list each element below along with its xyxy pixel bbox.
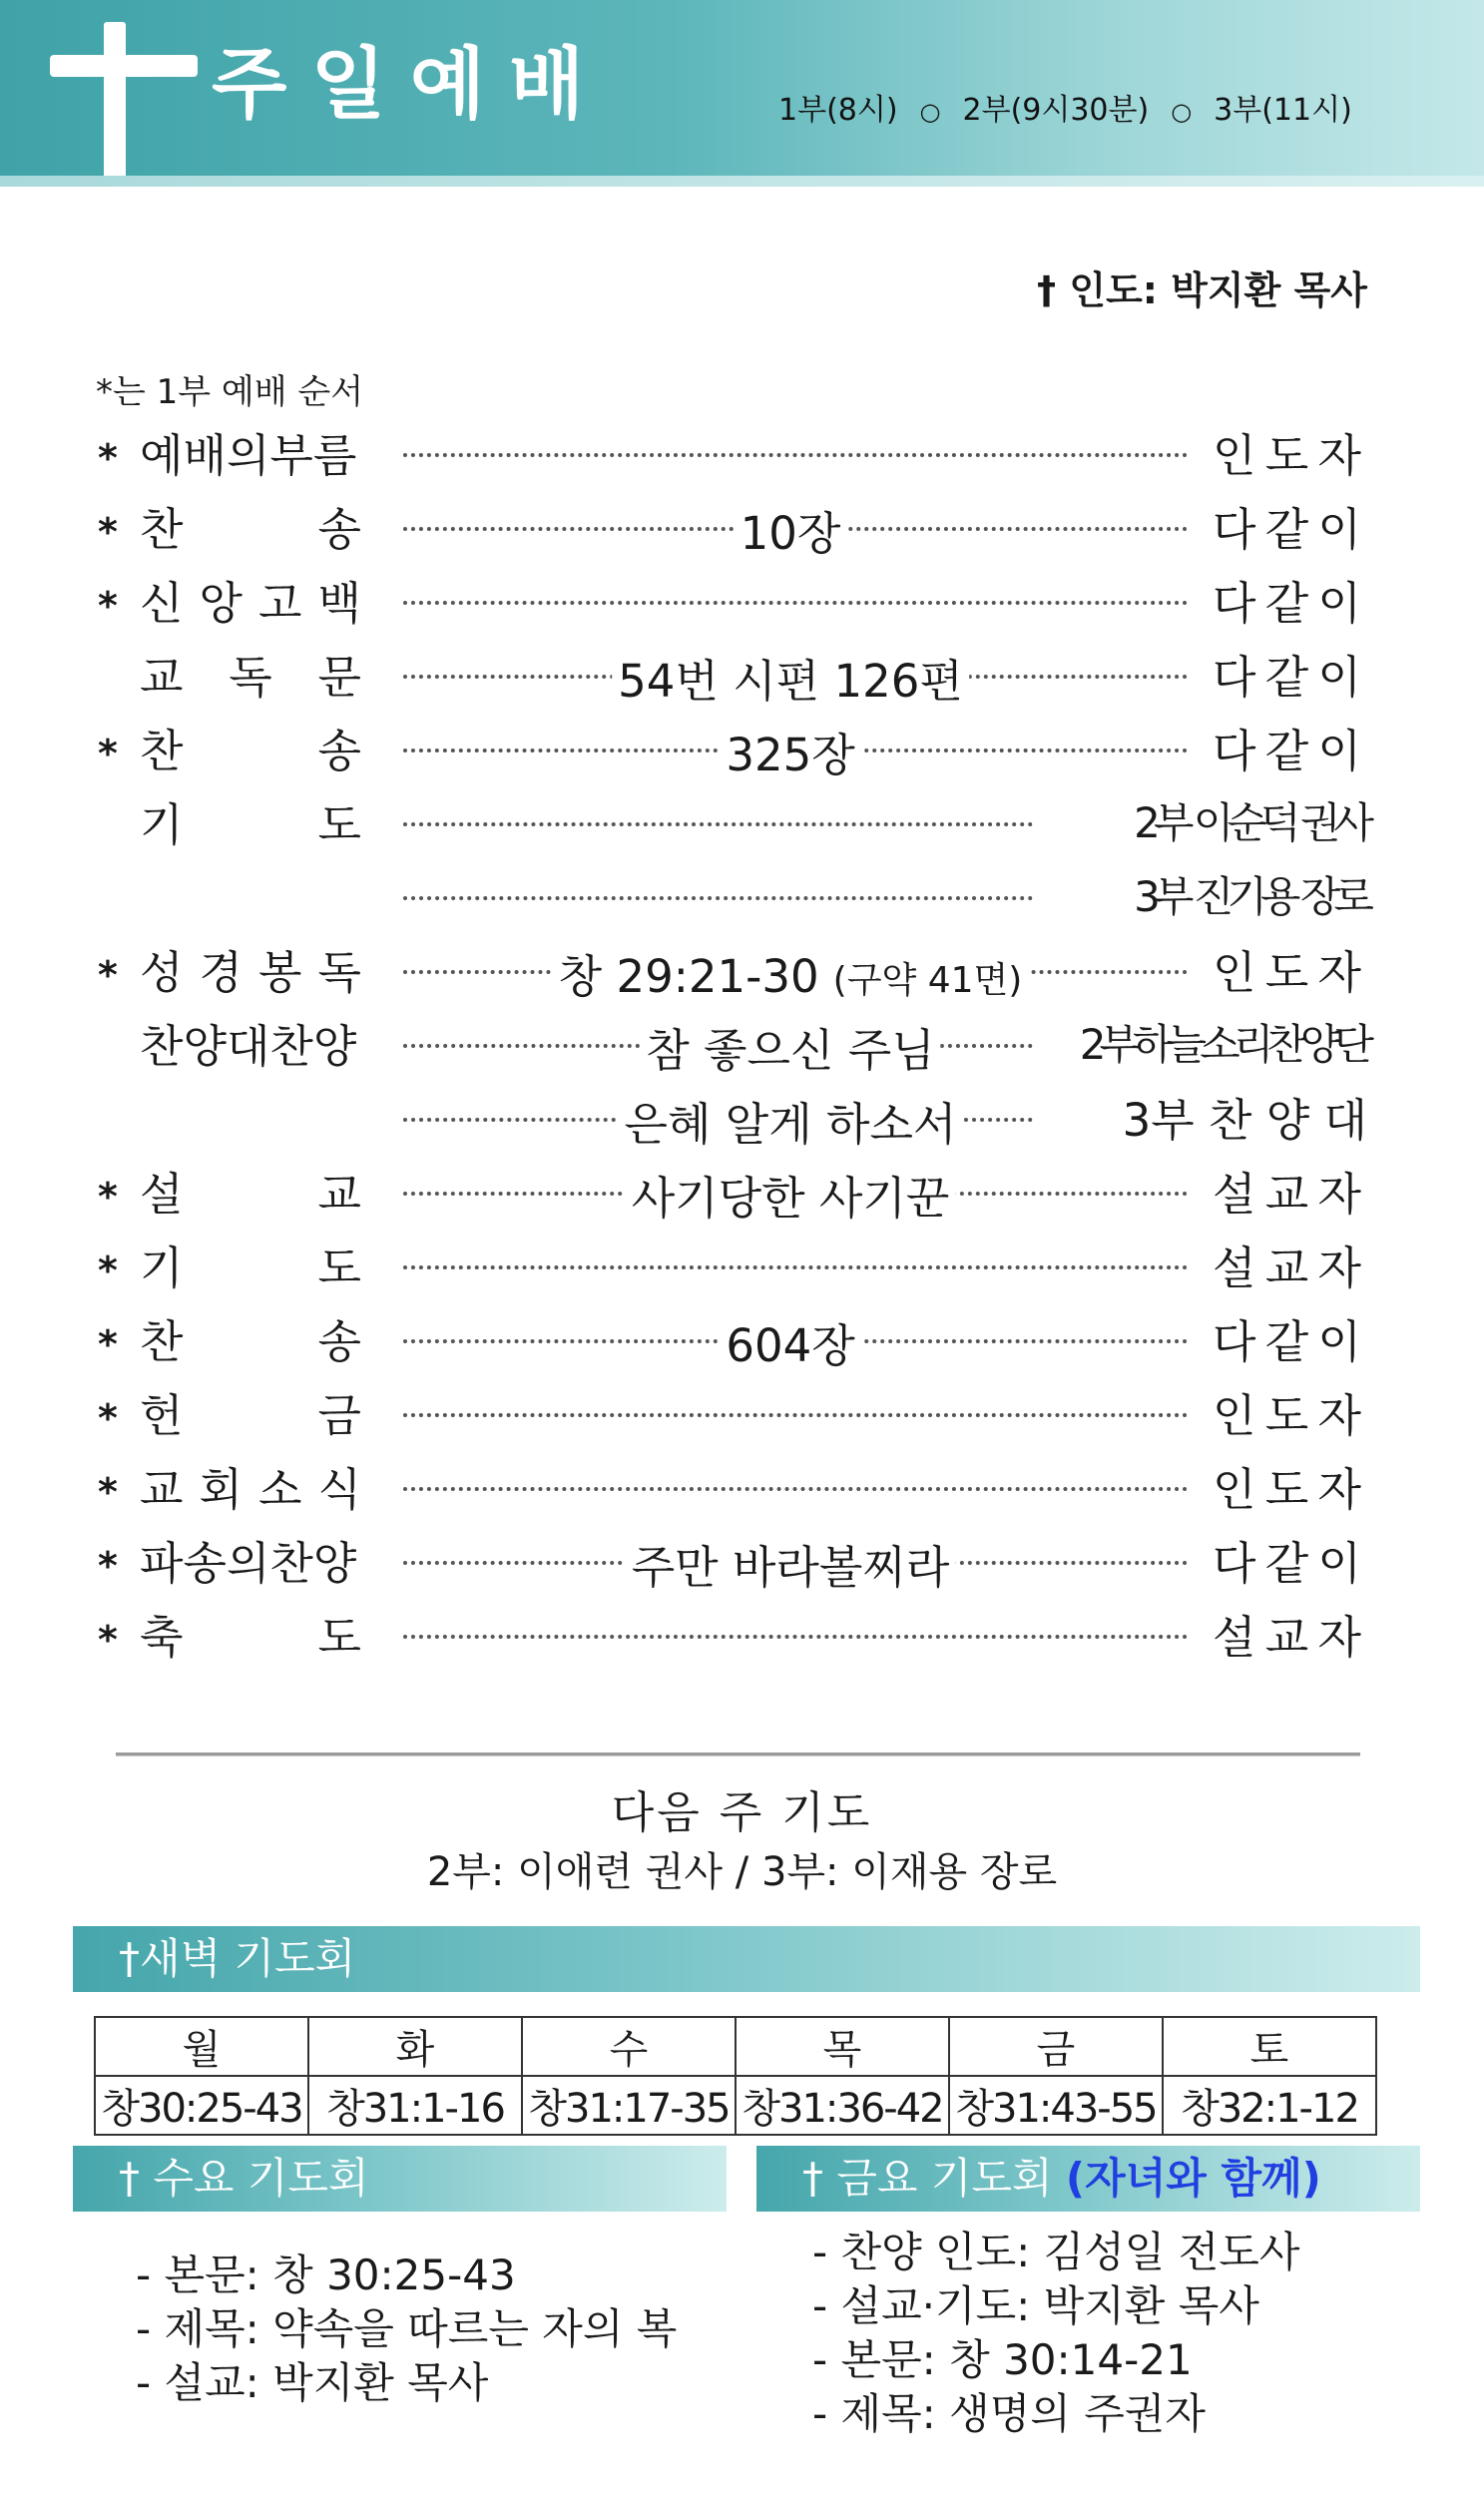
order-item-name: 성 경 봉 독 xyxy=(140,946,361,999)
order-row xyxy=(0,1238,1484,1297)
order-item-name: 헌 금 xyxy=(140,1389,361,1442)
order-row xyxy=(0,573,1484,633)
detail-text: 창 29:21-30 xyxy=(558,950,819,1003)
order-item-responsible: 3부 진기용 장로 xyxy=(1134,872,1367,921)
required-star: * xyxy=(98,436,118,480)
order-row xyxy=(0,1607,1484,1667)
time-2: 2부(9시30분) xyxy=(962,93,1150,128)
order-item-detail xyxy=(553,950,1029,1003)
order-item-responsible: 다 같 이 xyxy=(1213,1315,1367,1368)
passage-cell: 창31:1-16 xyxy=(308,2076,522,2135)
circle-separator-icon: ○ xyxy=(1171,98,1193,126)
list-item: - 찬양 인도: 김성일 전도사 xyxy=(812,2226,1299,2279)
next-week-detail: 2부: 이애련 권사 / 3부: 이재용 장로 xyxy=(426,1849,1058,1895)
passage-cell: 창32:1-12 xyxy=(1163,2076,1376,2135)
order-item-detail xyxy=(626,1172,956,1225)
detail-text: 604장 xyxy=(726,1319,855,1372)
order-item-responsible: 설 교 자 xyxy=(1213,1242,1367,1294)
passage-cell: 창31:43-55 xyxy=(949,2076,1163,2135)
detail-text: 사기당한 사기꾼 xyxy=(631,1172,950,1225)
detail-text: 325장 xyxy=(726,729,855,781)
order-item-responsible: 인 도 자 xyxy=(1213,1389,1367,1442)
order-item-responsible: 다 같 이 xyxy=(1213,577,1367,630)
order-item-responsible: 다 같 이 xyxy=(1213,1537,1367,1590)
required-star: * xyxy=(98,1470,118,1514)
service-title: 주일예배 xyxy=(212,40,609,130)
required-star: * xyxy=(98,1175,118,1219)
list-item: - 제목: 생명의 주권자 xyxy=(812,2387,1299,2441)
order-item-detail xyxy=(619,1098,963,1151)
day-cell: 화 xyxy=(308,2017,522,2076)
header-underline xyxy=(0,176,1484,187)
next-week-title: 다음 주 기도 xyxy=(611,1787,873,1838)
order-row xyxy=(0,425,1484,485)
order-item-name: 찬 송 xyxy=(140,503,361,556)
dot-leader xyxy=(403,1413,1188,1417)
list-item: - 본문: 창 30:25-43 xyxy=(136,2249,677,2302)
order-row xyxy=(0,1533,1484,1593)
required-star: * xyxy=(98,1322,118,1366)
order-item-name: 찬양대찬양 xyxy=(140,1020,357,1073)
order-row xyxy=(0,1385,1484,1445)
circle-separator-icon: ○ xyxy=(919,98,941,126)
friday-prayer-note: (자녀와 함께) xyxy=(1065,2154,1321,2203)
list-item: - 제목: 약속을 따르는 자의 복 xyxy=(136,2302,677,2356)
table-row xyxy=(95,2017,1376,2076)
required-star: * xyxy=(98,584,118,628)
day-cell: 금 xyxy=(949,2017,1163,2076)
dot-leader xyxy=(403,453,1188,457)
header-banner xyxy=(0,0,1484,187)
detail-text: 10장 xyxy=(740,507,841,560)
dot-leader xyxy=(403,1487,1188,1491)
dot-leader xyxy=(403,822,1033,826)
list-item: - 본문: 창 30:14-21 xyxy=(812,2333,1299,2387)
order-row xyxy=(0,1016,1484,1076)
order-item-responsible: 다 같 이 xyxy=(1213,725,1367,777)
order-item-detail xyxy=(612,655,969,708)
detail-text: 54번 시편 126편 xyxy=(618,655,963,708)
order-item-name: 기 도 xyxy=(140,798,361,851)
order-item-responsible: 다 같 이 xyxy=(1213,651,1367,704)
order-item-name: 찬 송 xyxy=(140,725,361,777)
required-star: * xyxy=(98,732,118,775)
order-row xyxy=(0,942,1484,1002)
required-star: * xyxy=(98,1544,118,1588)
order-item-responsible: 인 도 자 xyxy=(1213,429,1367,482)
order-item-responsible: 인 도 자 xyxy=(1213,1463,1367,1516)
passage-cell: 창31:36-42 xyxy=(736,2076,949,2135)
day-cell: 목 xyxy=(736,2017,949,2076)
list-item: - 설교: 박지환 목사 xyxy=(136,2356,677,2410)
order-row xyxy=(0,794,1484,854)
cross-icon xyxy=(104,22,126,185)
dawn-prayer-table xyxy=(94,2016,1377,2136)
order-item-name: 찬 송 xyxy=(140,1315,361,1368)
order-item-name: 교 회 소 식 xyxy=(140,1463,361,1516)
order-row xyxy=(0,647,1484,707)
required-star: * xyxy=(98,1618,118,1662)
order-item-responsible: 다 같 이 xyxy=(1213,503,1367,556)
order-item-responsible: 설 교 자 xyxy=(1213,1611,1367,1664)
friday-prayer-title: † 금요 기도회 xyxy=(802,2154,1053,2203)
order-item-responsible: 2부하늘소리찬양단 xyxy=(1079,1020,1367,1069)
order-item-detail xyxy=(720,729,860,781)
detail-note: (구약 41면) xyxy=(832,960,1023,1001)
cross-icon-bar xyxy=(50,55,198,77)
dawn-prayer-header: †새벽 기도회 xyxy=(73,1926,1420,1992)
wednesday-list xyxy=(136,2249,677,2410)
section-divider xyxy=(116,1752,1360,1756)
required-star: * xyxy=(98,510,118,554)
order-item-name: 신 앙 고 백 xyxy=(140,577,361,630)
order-row xyxy=(0,721,1484,780)
service-leader: † 인도: 박지환 목사 xyxy=(1037,268,1367,312)
order-item-name: 기 도 xyxy=(140,1242,361,1294)
passage-cell: 창30:25-43 xyxy=(95,2076,308,2135)
order-item-detail xyxy=(735,507,847,560)
time-1: 1부(8시) xyxy=(778,93,898,128)
required-star: * xyxy=(98,953,118,997)
order-row xyxy=(0,1459,1484,1519)
order-item-responsible: 인 도 자 xyxy=(1213,946,1367,999)
order-item-detail xyxy=(720,1319,860,1372)
passage-cell: 창31:17-35 xyxy=(522,2076,736,2135)
dot-leader xyxy=(403,601,1188,605)
order-item-name: 설 교 xyxy=(140,1168,361,1221)
order-item-name: 예배의부름 xyxy=(140,429,357,482)
day-cell: 월 xyxy=(95,2017,308,2076)
order-item-detail xyxy=(640,1024,940,1077)
order-row xyxy=(0,499,1484,559)
order-row xyxy=(0,1164,1484,1224)
order-note: *는 1부 예배 순서 xyxy=(96,372,364,412)
list-item: - 설교·기도: 박지환 목사 xyxy=(812,2279,1299,2333)
order-item-name: 교 독 문 xyxy=(140,651,361,704)
friday-list xyxy=(812,2226,1299,2441)
day-cell: 토 xyxy=(1163,2017,1376,2076)
time-3: 3부(11시) xyxy=(1214,93,1352,128)
order-item-responsible: 설 교 자 xyxy=(1213,1168,1367,1221)
detail-text: 주만 바라볼찌라 xyxy=(631,1541,950,1594)
wednesday-prayer-header: † 수요 기도회 xyxy=(73,2146,727,2212)
dot-leader xyxy=(403,1265,1188,1269)
dot-leader xyxy=(403,896,1033,900)
table-row xyxy=(95,2076,1376,2135)
detail-text: 은혜 알게 하소서 xyxy=(624,1098,957,1151)
day-cell: 수 xyxy=(522,2017,736,2076)
required-star: * xyxy=(98,1396,118,1440)
order-row xyxy=(0,1090,1484,1150)
friday-prayer-header xyxy=(756,2146,1420,2212)
order-item-name: 파송의찬양 xyxy=(140,1537,357,1590)
order-row xyxy=(0,868,1484,928)
order-row xyxy=(0,1311,1484,1371)
detail-text: 참 좋으신 주님 xyxy=(646,1024,935,1077)
order-item-name: 축 도 xyxy=(140,1611,361,1664)
service-times xyxy=(778,93,1352,128)
order-item-responsible: 2부 이순덕 권사 xyxy=(1134,798,1367,847)
required-star: * xyxy=(98,1249,118,1292)
order-item-responsible: 3부 찬 양 대 xyxy=(1122,1094,1367,1147)
order-item-detail xyxy=(626,1541,956,1594)
dot-leader xyxy=(403,1635,1188,1639)
